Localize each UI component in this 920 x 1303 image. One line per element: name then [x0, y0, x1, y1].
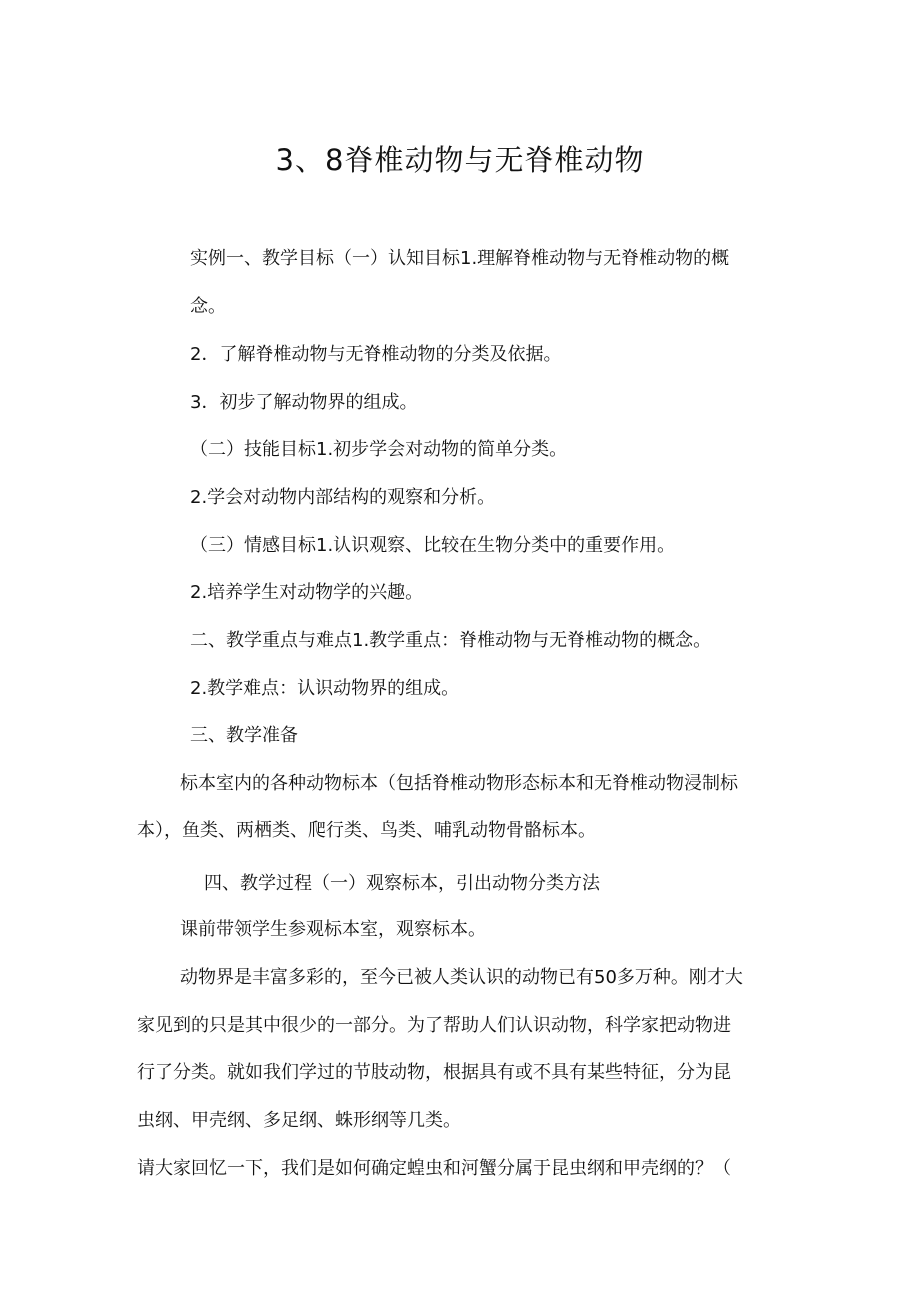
- paragraph-line: 请大家回忆一下，我们是如何确定蝗虫和河蟹分属于昆虫纲和甲壳纲的？（: [137, 1158, 731, 1179]
- paragraph-line: 行了分类。就如我们学过的节肢动物，根据具有或不具有某些特征，分为昆: [137, 1062, 731, 1083]
- paragraph-line: 家见到的只是其中很少的一部分。为了帮助人们认识动物，科学家把动物进: [137, 1015, 731, 1036]
- paragraph-line: 2.培养学生对动物学的兴趣。: [190, 582, 424, 603]
- paragraph-line: 实例一、教学目标（一）认知目标1.理解脊椎动物与无脊椎动物的概: [190, 248, 730, 269]
- paragraph-line: 三、教学准备: [190, 725, 298, 746]
- paragraph-line: 念。: [190, 296, 226, 317]
- paragraph-line: 2.教学难点：认识动物界的组成。: [190, 678, 460, 699]
- paragraph-line: 虫纲、甲壳纲、多足纲、蛛形纲等几类。: [137, 1110, 461, 1131]
- paragraph-line: 动物界是丰富多彩的，至今已被人类认识的动物已有50多万种。刚才大: [180, 967, 743, 988]
- paragraph-line: （三）情感目标1.认识观察、比较在生物分类中的重要作用。: [190, 535, 676, 556]
- paragraph-line: 3．初步了解动物界的组成。: [190, 392, 418, 413]
- paragraph-line: 标本室内的各种动物标本（包括脊椎动物形态标本和无脊椎动物浸制标: [180, 773, 738, 794]
- paragraph-line: （二）技能目标1.初步学会对动物的简单分类。: [190, 439, 568, 460]
- document-title: 3、8脊椎动物与无脊椎动物: [275, 143, 645, 177]
- paragraph-line: 课前带领学生参观标本室，观察标本。: [180, 919, 486, 940]
- paragraph-line: 四、教学过程（一）观察标本，引出动物分类方法: [204, 873, 600, 894]
- paragraph-line: 2.学会对动物内部结构的观察和分析。: [190, 487, 496, 508]
- paragraph-line: 二、教学重点与难点1.教学重点：脊椎动物与无脊椎动物的概念。: [190, 630, 712, 651]
- paragraph-line: 本），鱼类、两栖类、爬行类、鸟类、哺乳动物骨骼标本。: [137, 820, 596, 841]
- paragraph-line: 2．了解脊椎动物与无脊椎动物的分类及依据。: [190, 344, 562, 365]
